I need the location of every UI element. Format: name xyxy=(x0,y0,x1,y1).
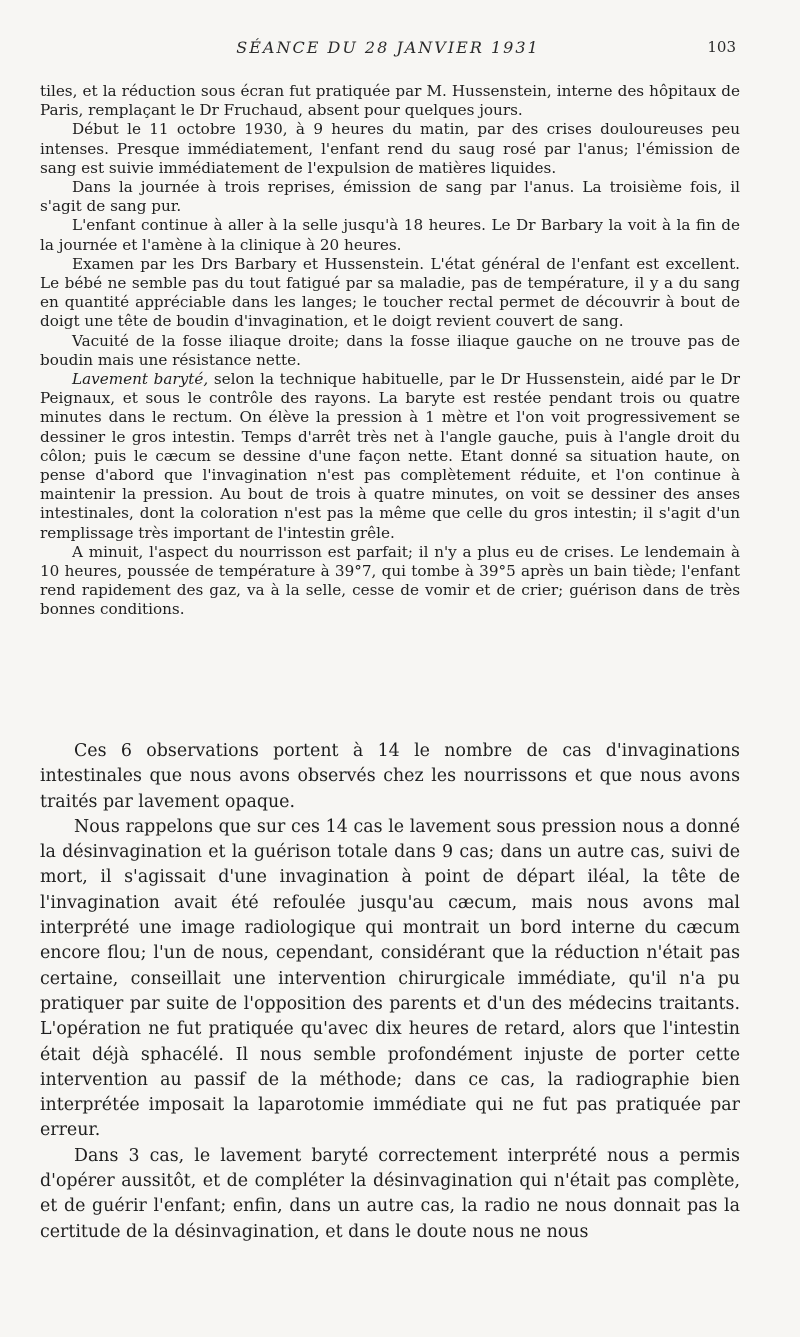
discussion-paragraph: Nous rappelons que sur ces 14 cas le lavement sous pression nous a donné la désinvagination et la guérison totale dans 9 cas; dans un autre cas, suivi de mort, il s'agissait d'une invagination à point de départ iléal, la tête de l'invagination avait été refoulée jusqu'au cæcum, mais nous avons mal interprété une image radiologique qui montrait un bord interne du cæcum encore flou; l'un de nous, cependant, considérant que la réduction n'était pas certaine, conseillait une intervention chirurgicale immédiate, qu'il n'a pu pratiquer par suite de l'opposition des parents et d'un des médecins traitants. L'opération ne fut pratiquée qu'avec dix heures de retard, alors que l'intestin était déjà sphacélé. Il nous semble profondément injuste de porter cette intervention au passif de la méthode; dans ce cas, la radiographie bien interprétée imposait la laparotomie immédiate qui ne fut pas pratiquée par erreur. xyxy=(40,816,740,1141)
page-number: 103 xyxy=(707,38,736,56)
case-paragraph: Examen par les Drs Barbary et Hussenstein. L'état général de l'enfant est excellent. Le bébé ne semble pas du tout fatigué par sa maladie, pas de température, il y a du sang en quantité appréciable dans les langes; le toucher rectal permet de découvrir à bout de doigt une tête de boudin d'invagination, et le doigt revient couvert de sang. xyxy=(40,254,740,331)
case-paragraph: Début le 11 octobre 1930, à 9 heures du matin, par des crises douloureuses peu intenses. Presque immédiatement, l'enfant rend du saug rosé par l'anus; l'émission de sang est suivie immédiatement de l'expulsion de matières liquides. xyxy=(40,120,740,177)
case-report-section xyxy=(40,82,740,620)
discussion-paragraph: Ces 6 observations portent à 14 le nombre de cas d'invaginations intestinales que nous avons observés chez les nourrissons et que nous avons traités par lavement opaque. xyxy=(40,741,740,812)
discussion-section xyxy=(40,739,740,1245)
case-paragraph: Vacuité de la fosse iliaque droite; dans la fosse iliaque gauche on ne trouve pas de boudin mais une résistance nette. xyxy=(40,331,740,369)
page-header xyxy=(40,38,736,62)
case-paragraph: A minuit, l'aspect du nourrisson est parfait; il n'y a plus eu de crises. Le lendemain à 10 heures, poussée de température à 39°7, qui tombe à 39°5 après un bain tiède; l'enfant rend rapidement des gaz, va à la selle, cesse de vomir et de crier; guérison dans de très bonnes conditions. xyxy=(40,542,740,619)
case-paragraph xyxy=(40,370,740,543)
running-title: SÉANCE DU 28 JANVIER 1931 xyxy=(236,38,540,57)
discussion-paragraph: Dans 3 cas, le lavement baryté correctement interprété nous a permis d'opérer aussitôt, et de compléter la désinvagination qui n'était pas complète, et de guérir l'enfant; enfin, dans un autre cas, la radio ne nous donnait pas la certitude de la désinvagination, et dans le doute nous ne nous xyxy=(40,1145,740,1242)
case-paragraph: Dans la journée à trois reprises, émission de sang par l'anus. La troisième fois, il s'agit de sang pur. xyxy=(40,178,740,216)
case-paragraph: tiles, et la réduction sous écran fut pratiquée par M. Hussenstein, interne des hôpitaux de Paris, remplaçant le Dr Fruchaud, absent pour quelques jours. xyxy=(40,82,740,120)
paragraph-text: selon la technique habituelle, par le Dr Hussenstein, aidé par le Dr Peignaux, et sous le contrôle des rayons. La baryte est restée pendant trois ou quatre minutes dans le rectum. On élève la pression à 1 mètre et l'on voit progressivement se dessiner le gros intestin. Temps d'arrêt très net à l'angle gauche, puis à l'angle droit du côlon; puis le cæcum se dessine d'une façon nette. Etant donné sa situation haute, on pense d'abord que l'invagination n'est pas complètement réduite, et l'on continue à maintenir la pression. Au bout de trois à quatre minutes, on voit se dessiner des anses intestinales, dont la coloration n'est pas la même que celle du gros intestin; il s'agit d'un remplissage très important de l'intestin grêle. xyxy=(40,370,740,542)
case-paragraph: L'enfant continue à aller à la selle jusqu'à 18 heures. Le Dr Barbary la voit à la fin de la journée et l'amène à la clinique à 20 heures. xyxy=(40,216,740,254)
italic-heading: Lavement baryté, xyxy=(72,370,209,389)
